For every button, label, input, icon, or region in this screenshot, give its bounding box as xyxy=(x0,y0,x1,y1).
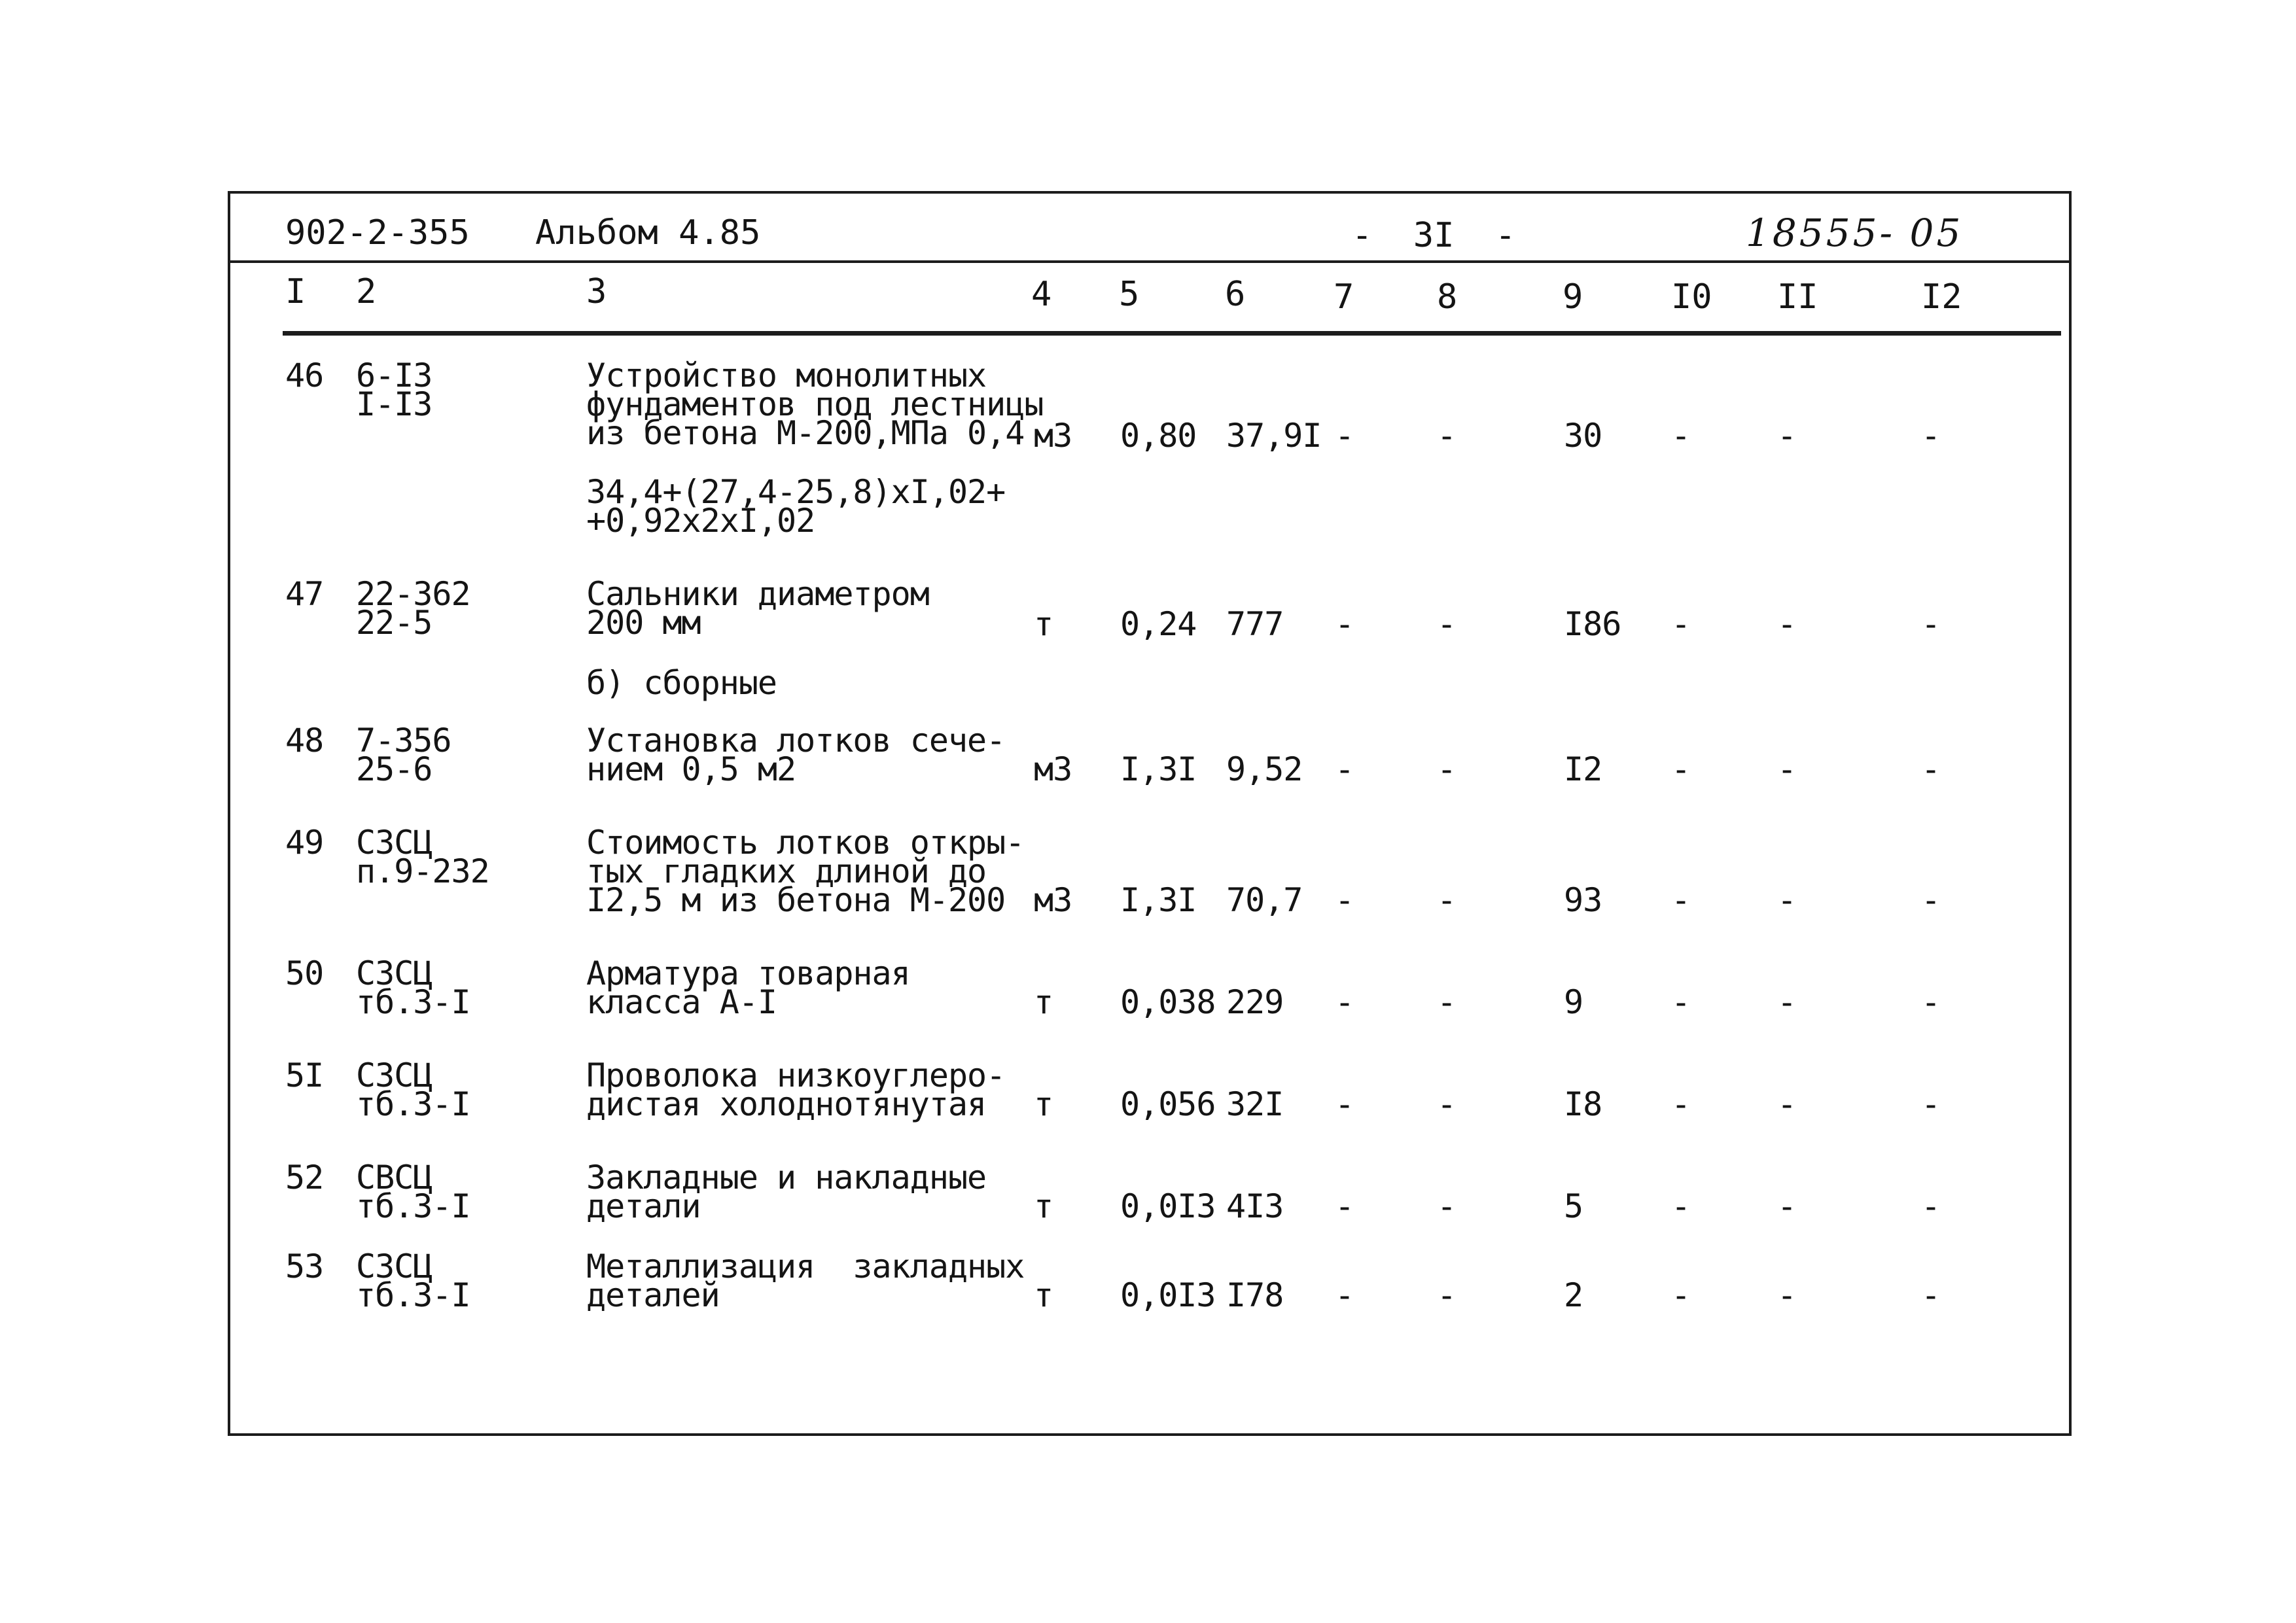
row-col8: - xyxy=(1437,1276,1457,1314)
doc-code: 902-2-355 xyxy=(285,213,470,253)
row-unit-price: 32I xyxy=(1226,1085,1284,1123)
row-col7: - xyxy=(1335,1085,1354,1123)
row-quantity: 0,0I3 xyxy=(1120,1276,1216,1314)
row-total: 93 xyxy=(1564,881,1602,919)
row-unit-price: 777 xyxy=(1226,605,1284,643)
row-col7: - xyxy=(1335,881,1354,919)
row-unit: т xyxy=(1034,1276,1053,1314)
row-col12: - xyxy=(1921,983,1941,1021)
row-col11: - xyxy=(1777,750,1797,788)
row-quantity: 0,056 xyxy=(1120,1085,1216,1123)
row-code-line: 6-I3 xyxy=(356,357,433,394)
row-code-line: СЗСЦ xyxy=(356,954,433,992)
row-col11: - xyxy=(1777,1187,1797,1225)
row-number: 50 xyxy=(285,954,324,992)
row-col12: - xyxy=(1921,605,1941,643)
section-label: б) сборные xyxy=(586,664,777,702)
col-num-5: 5 xyxy=(1119,275,1140,314)
row-description-line: Устройство монолитных xyxy=(586,357,987,394)
row-col8: - xyxy=(1437,605,1457,643)
row-number: 53 xyxy=(285,1248,324,1285)
row-col10: - xyxy=(1671,1276,1691,1314)
row-col7: - xyxy=(1335,1276,1354,1314)
row-col12: - xyxy=(1921,1187,1941,1225)
col-num-6: 6 xyxy=(1225,275,1246,314)
row-code-line: п.9-232 xyxy=(356,852,489,890)
row-total: I2 xyxy=(1564,750,1602,788)
col-num-8: 8 xyxy=(1437,277,1458,317)
col-num-1: I xyxy=(285,272,306,311)
row-col10: - xyxy=(1671,417,1691,455)
row-description-line: из бетона М-200,МПа 0,4 xyxy=(586,414,1025,452)
row-col10: - xyxy=(1671,605,1691,643)
col-num-10: I0 xyxy=(1671,277,1712,317)
col-num-3: 3 xyxy=(586,272,607,311)
row-formula-line: 34,4+(27,4-25,8)xI,02+ xyxy=(586,473,1006,511)
row-description-line: детали xyxy=(586,1187,701,1225)
row-col12: - xyxy=(1921,881,1941,919)
row-number: 5I xyxy=(285,1056,324,1094)
row-code-line: тб.3-I xyxy=(356,1085,470,1123)
row-col12: - xyxy=(1921,1276,1941,1314)
row-total: 5 xyxy=(1564,1187,1583,1225)
row-col7: - xyxy=(1335,1187,1354,1225)
row-quantity: 0,80 xyxy=(1120,417,1197,455)
row-unit-price: 229 xyxy=(1226,983,1284,1021)
row-description-line: дистая холоднотянутая xyxy=(586,1085,987,1123)
row-total: I8 xyxy=(1564,1085,1602,1123)
row-unit-price: I78 xyxy=(1226,1276,1284,1314)
row-total: 2 xyxy=(1564,1276,1583,1314)
row-col11: - xyxy=(1777,983,1797,1021)
row-description-line: деталей xyxy=(586,1276,720,1314)
column-header-divider xyxy=(283,331,2061,336)
row-code-line: 7-356 xyxy=(356,722,451,759)
row-description-line: нием 0,5 м2 xyxy=(586,750,796,788)
row-quantity: 0,038 xyxy=(1120,983,1216,1021)
row-description-line: Стоимость лотков откры- xyxy=(586,824,1025,862)
album-label: Альбом 4.85 xyxy=(535,213,761,253)
row-number: 49 xyxy=(285,824,324,862)
row-total: 30 xyxy=(1564,417,1602,455)
row-col7: - xyxy=(1335,605,1354,643)
row-unit: м3 xyxy=(1034,750,1072,788)
row-description-line: Металлизация закладных xyxy=(586,1248,1025,1285)
row-code-line: СВСЦ xyxy=(356,1159,433,1196)
row-quantity: I,3I xyxy=(1120,750,1197,788)
row-code-line: 22-5 xyxy=(356,604,433,642)
col-num-11: II xyxy=(1777,277,1818,317)
row-col10: - xyxy=(1671,881,1691,919)
row-col10: - xyxy=(1671,750,1691,788)
row-number: 48 xyxy=(285,722,324,759)
row-total: 9 xyxy=(1564,983,1583,1021)
row-quantity: 0,24 xyxy=(1120,605,1197,643)
row-col12: - xyxy=(1921,417,1941,455)
row-col8: - xyxy=(1437,881,1457,919)
row-col8: - xyxy=(1437,1187,1457,1225)
row-col11: - xyxy=(1777,605,1797,643)
row-unit: т xyxy=(1034,1187,1053,1225)
row-col10: - xyxy=(1671,1187,1691,1225)
row-unit: м3 xyxy=(1034,417,1072,455)
row-unit-price: 37,9I xyxy=(1226,417,1322,455)
row-number: 47 xyxy=(285,575,324,613)
row-col8: - xyxy=(1437,1085,1457,1123)
col-num-12: I2 xyxy=(1921,277,1962,317)
header-divider xyxy=(228,260,2072,263)
row-unit: м3 xyxy=(1034,881,1072,919)
row-col7: - xyxy=(1335,983,1354,1021)
row-code-line: СЗСЦ xyxy=(356,1248,433,1285)
row-col8: - xyxy=(1437,417,1457,455)
row-col11: - xyxy=(1777,881,1797,919)
row-col8: - xyxy=(1437,983,1457,1021)
row-code-line: тб.3-I xyxy=(356,1276,470,1314)
row-code-line: 25-6 xyxy=(356,750,433,788)
row-formula-line: +0,92x2xI,02 xyxy=(586,502,815,540)
row-description-line: Установка лотков сече- xyxy=(586,722,1006,759)
row-code-line: I-I3 xyxy=(356,385,433,423)
col-num-9: 9 xyxy=(1563,277,1583,317)
row-description-line: I2,5 м из бетона М-200 xyxy=(586,881,1006,919)
table-frame xyxy=(228,191,2072,1436)
col-num-7: 7 xyxy=(1333,277,1354,317)
row-col11: - xyxy=(1777,1085,1797,1123)
row-col7: - xyxy=(1335,750,1354,788)
row-col12: - xyxy=(1921,750,1941,788)
row-code-line: тб.3-I xyxy=(356,1187,470,1225)
row-quantity: 0,0I3 xyxy=(1120,1187,1216,1225)
row-unit: т xyxy=(1034,605,1053,643)
col-num-2: 2 xyxy=(356,272,377,311)
row-description-line: 200 мм xyxy=(586,604,701,642)
row-description-line: тых гладких длиной до xyxy=(586,852,987,890)
row-code-line: тб.3-I xyxy=(356,983,470,1021)
row-code-line: СЗСЦ xyxy=(356,824,433,862)
row-description-line: Проволока низкоуглеро- xyxy=(586,1056,1006,1094)
row-unit-price: 9,52 xyxy=(1226,750,1303,788)
row-col10: - xyxy=(1671,983,1691,1021)
row-unit-price: 4I3 xyxy=(1226,1187,1284,1225)
row-code-line: 22-362 xyxy=(356,575,470,613)
row-description-line: фундаментов под лестницы xyxy=(586,385,1044,423)
row-col11: - xyxy=(1777,1276,1797,1314)
row-unit-price: 70,7 xyxy=(1226,881,1303,919)
row-quantity: I,3I xyxy=(1120,881,1197,919)
row-col12: - xyxy=(1921,1085,1941,1123)
page-number: - 3I - xyxy=(1352,216,1516,255)
row-description-line: класса А-I xyxy=(586,983,777,1021)
row-description-line: Закладные и накладные xyxy=(586,1159,987,1196)
row-description-line: Арматура товарная xyxy=(586,954,910,992)
row-col8: - xyxy=(1437,750,1457,788)
row-total: I86 xyxy=(1564,605,1621,643)
row-col7: - xyxy=(1335,417,1354,455)
row-number: 46 xyxy=(285,357,324,394)
row-col11: - xyxy=(1777,417,1797,455)
row-code-line: СЗСЦ xyxy=(356,1056,433,1094)
row-number: 52 xyxy=(285,1159,324,1196)
row-unit: т xyxy=(1034,1085,1053,1123)
col-num-4: 4 xyxy=(1031,275,1052,314)
row-col10: - xyxy=(1671,1085,1691,1123)
row-unit: т xyxy=(1034,983,1053,1021)
row-description-line: Сальники диаметром xyxy=(586,575,929,613)
handwritten-number: 18555- 05 xyxy=(1746,211,1964,255)
